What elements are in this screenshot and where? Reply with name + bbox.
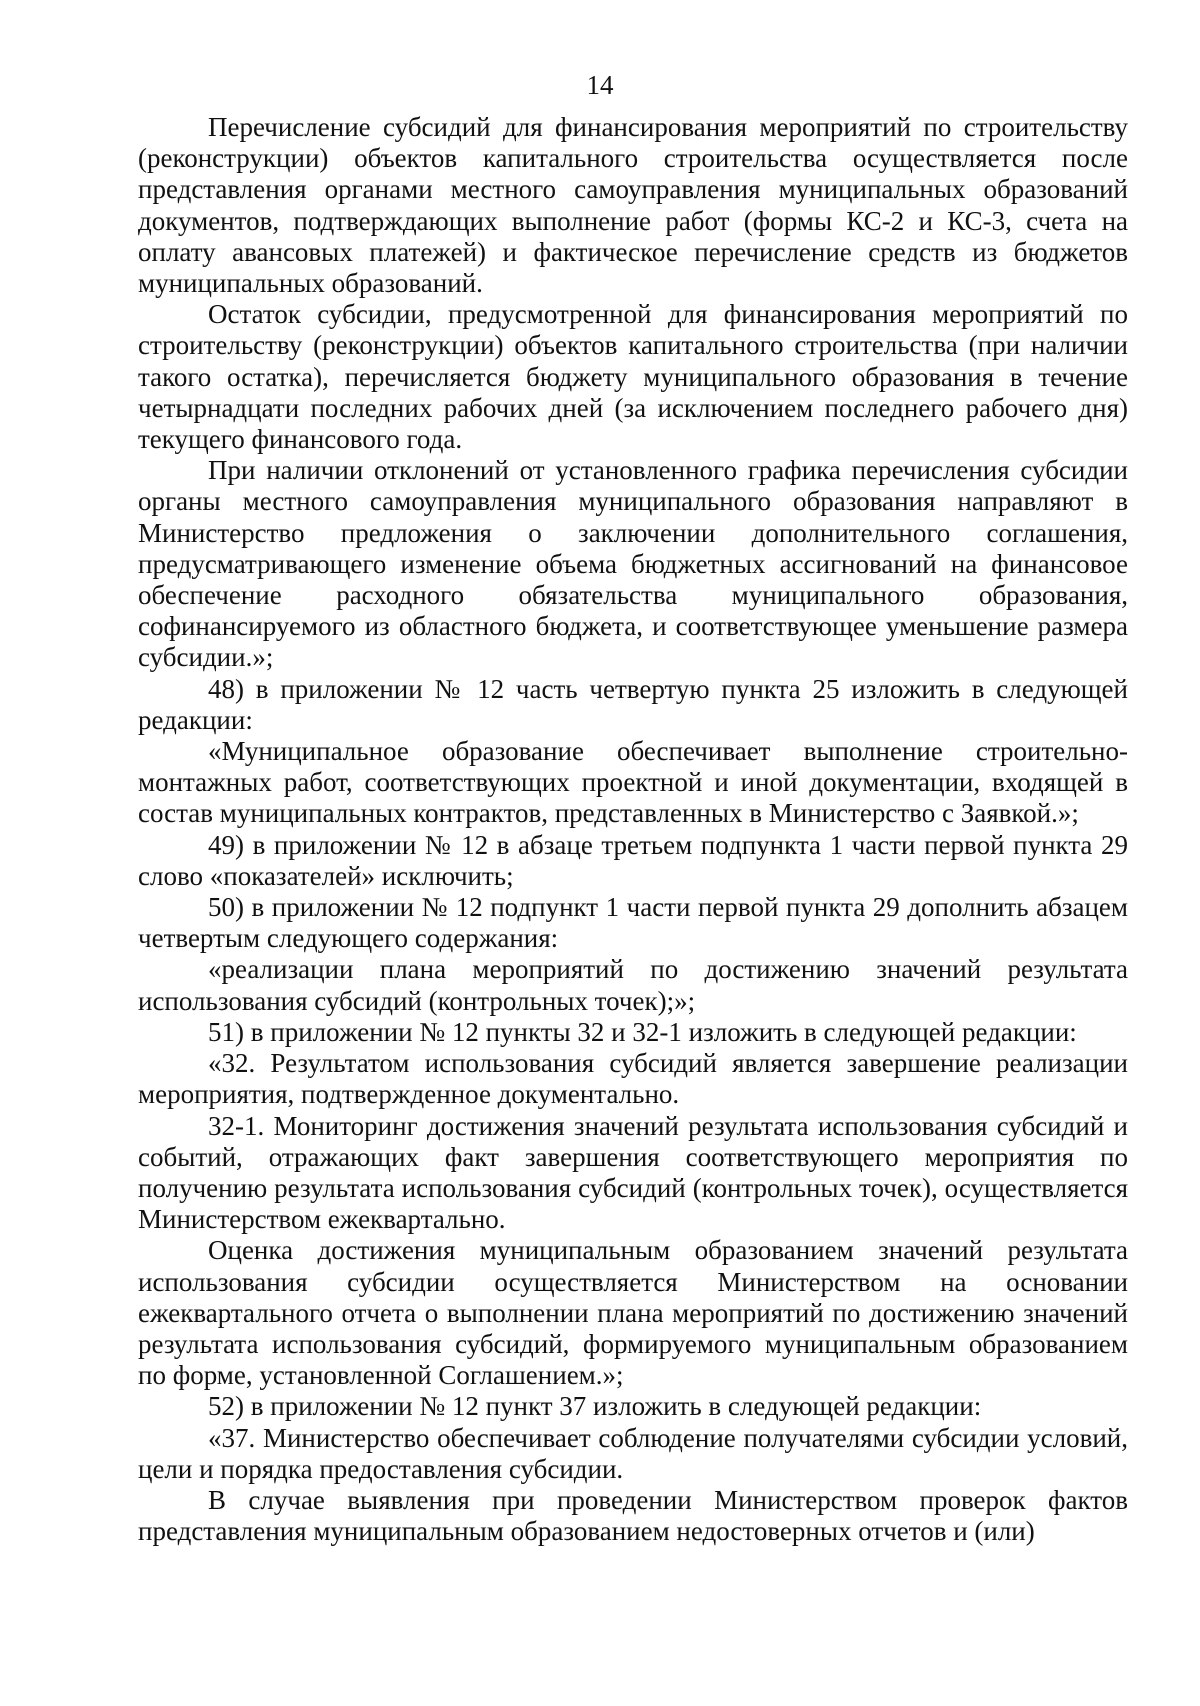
paragraph: 48) в приложении № 12 часть четвертую пункта 25 изложить в следующей редакции:: [138, 673, 1128, 735]
paragraph: 49) в приложении № 12 в абзаце третьем подпункта 1 части первой пункта 29 слово «показателей» исключить;: [138, 829, 1128, 891]
paragraph: В случае выявления при проведении Министерством проверок фактов представления муниципальным образованием недостоверных отчетов и (или): [138, 1484, 1128, 1547]
document-body: [138, 112, 1128, 1547]
paragraph: Перечисление субсидий для финансирования мероприятий по строительству (реконструкции) объектов капитального строительства осуществляется после представления органами местного самоуправления муниципальных образований документов, подтверждающих выполнение работ (формы КС-2 и КС-3, счета на оплату авансовых платежей) и фактическое перечисление средств из бюджетов муниципальных образований.: [138, 112, 1128, 299]
paragraph: Оценка достижения муниципальным образованием значений результата использования субсидии осуществляется Министерством на основании ежеквартального отчета о выполнении плана мероприятий по достижению значений результата использования субсидий, формируемого муниципальным образованием по форме, установленной Соглашением.»;: [138, 1235, 1128, 1391]
paragraph: «Муниципальное образование обеспечивает выполнение строительно-монтажных работ, соответствующих проектной и иной документации, входящей в состав муниципальных контрактов, представленных в Министерство с Заявкой.»;: [138, 736, 1128, 829]
paragraph: «37. Министерство обеспечивает соблюдение получателями субсидии условий, цели и порядка предоставления субсидии.: [138, 1422, 1128, 1484]
paragraph: При наличии отклонений от установленного графика перечисления субсидии органы местного самоуправления муниципального образования направляют в Министерство предложения о заключении дополнительного соглашения, предусматривающего изменение объема бюджетных ассигнований на финансовое обеспечение расходного обязательства муниципального образования, софинансируемого из областного бюджета, и соответствующее уменьшение размера субсидии.»;: [138, 455, 1128, 673]
paragraph: Остаток субсидии, предусмотренной для финансирования мероприятий по строительству (реконструкции) объектов капитального строительства (при наличии такого остатка), перечисляется бюджету муниципального образования в течение четырнадцати последних рабочих дней (за исключением последнего рабочего дня) текущего финансового года.: [138, 299, 1128, 455]
paragraph: 51) в приложении № 12 пункты 32 и 32-1 изложить в следующей редакции:: [208, 1016, 1077, 1047]
paragraph: «32. Результатом использования субсидий является завершение реализации мероприятия, подтвержденное документально.: [138, 1048, 1128, 1110]
paragraph: 50) в приложении № 12 подпункт 1 части первой пункта 29 дополнить абзацем четвертым следующего содержания:: [138, 892, 1128, 954]
paragraph: 32-1. Мониторинг достижения значений результата использования субсидий и событий, отражающих факт завершения соответствующего мероприятия по получению результата использования субсидий (контрольных точек), осуществляется Министерством ежеквартально.: [138, 1110, 1128, 1235]
paragraph: «реализации плана мероприятий по достижению значений результата использования субсидий (контрольных точек);»;: [138, 954, 1128, 1016]
paragraph: 52) в приложении № 12 пункт 37 изложить в следующей редакции:: [208, 1391, 982, 1422]
page-number: 14: [586, 70, 614, 100]
